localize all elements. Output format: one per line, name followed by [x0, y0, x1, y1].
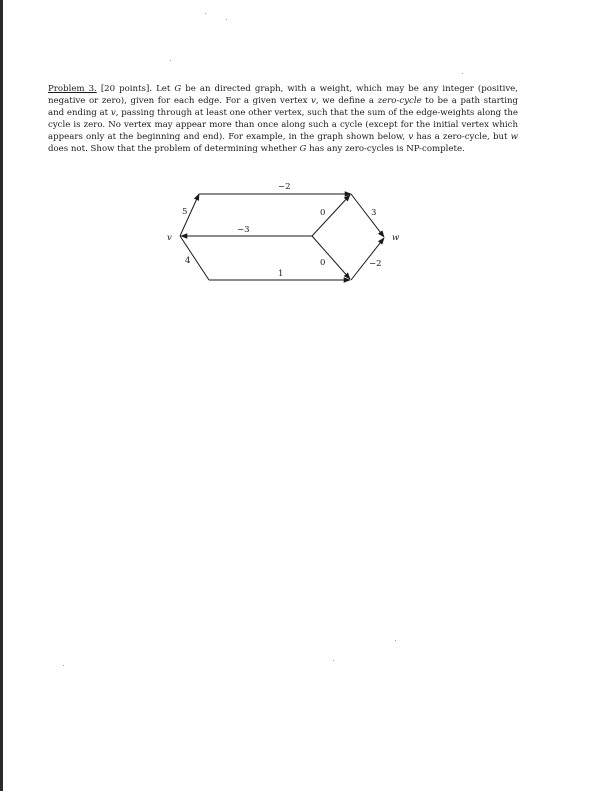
- problem-points: [20 points].: [100, 84, 153, 94]
- page-left-edge: [0, 0, 3, 791]
- problem-text-4: to be a path starting and ending at: [48, 95, 519, 118]
- edge-weight: 5: [182, 207, 188, 217]
- problem-text-1: Let: [156, 84, 175, 94]
- vertex-v-label: v: [167, 233, 172, 243]
- var-G: G: [174, 84, 182, 94]
- problem-text-7: does not. Show that the problem of determining whether: [48, 143, 300, 154]
- problem-statement: [48, 84, 518, 155]
- vertex-w-label: w: [392, 233, 400, 243]
- term-zero-cycle: zero-cycle: [377, 95, 422, 106]
- problem-label: Problem 3.: [48, 84, 97, 94]
- var-v: v: [311, 95, 316, 106]
- edge-weight: −2: [369, 259, 382, 269]
- scan-speck: [205, 13, 206, 14]
- edge-top-w: [351, 194, 384, 237]
- edge-weight: 4: [185, 256, 191, 266]
- edge-weight: 0: [320, 258, 326, 268]
- edge-weight: 1: [278, 269, 284, 279]
- problem-text-8: has any zero-cycles is NP-complete.: [306, 143, 465, 154]
- problem-text-6: has a zero-cycle, but: [413, 131, 511, 142]
- problem-text-2: be an directed graph, with a weight, which may be any integer (positive, negative or zero), given for each edge. For a given vertex: [48, 84, 518, 106]
- var-v: v: [408, 131, 414, 142]
- scan-speck: [462, 73, 463, 74]
- edge-mid-bottom: [312, 236, 350, 279]
- example-graph: [160, 170, 420, 295]
- scan-speck: [170, 60, 171, 61]
- edge-mid-top: [312, 195, 350, 236]
- var-v: v: [110, 107, 116, 118]
- scan-speck: [333, 660, 334, 661]
- edge-weight: 3: [371, 208, 377, 218]
- edge-weight: 0: [320, 208, 326, 218]
- scan-speck: [63, 665, 64, 666]
- var-w: w: [510, 131, 519, 142]
- problem-text-5: , passing through at least one other vertex, such that the sum of the edge-weights along the cycle is zero. No vertex may appear more than once along such a cycle (except for the initial vertex which appears only at the beginning and end). For example, in the graph shown below,: [48, 107, 518, 142]
- scan-speck: [395, 640, 396, 641]
- problem-text-3: , we define a: [315, 95, 378, 106]
- edge-weight: −3: [237, 225, 250, 235]
- edge-weight: −2: [278, 182, 291, 192]
- scan-speck: [226, 19, 227, 20]
- var-G: G: [299, 143, 307, 154]
